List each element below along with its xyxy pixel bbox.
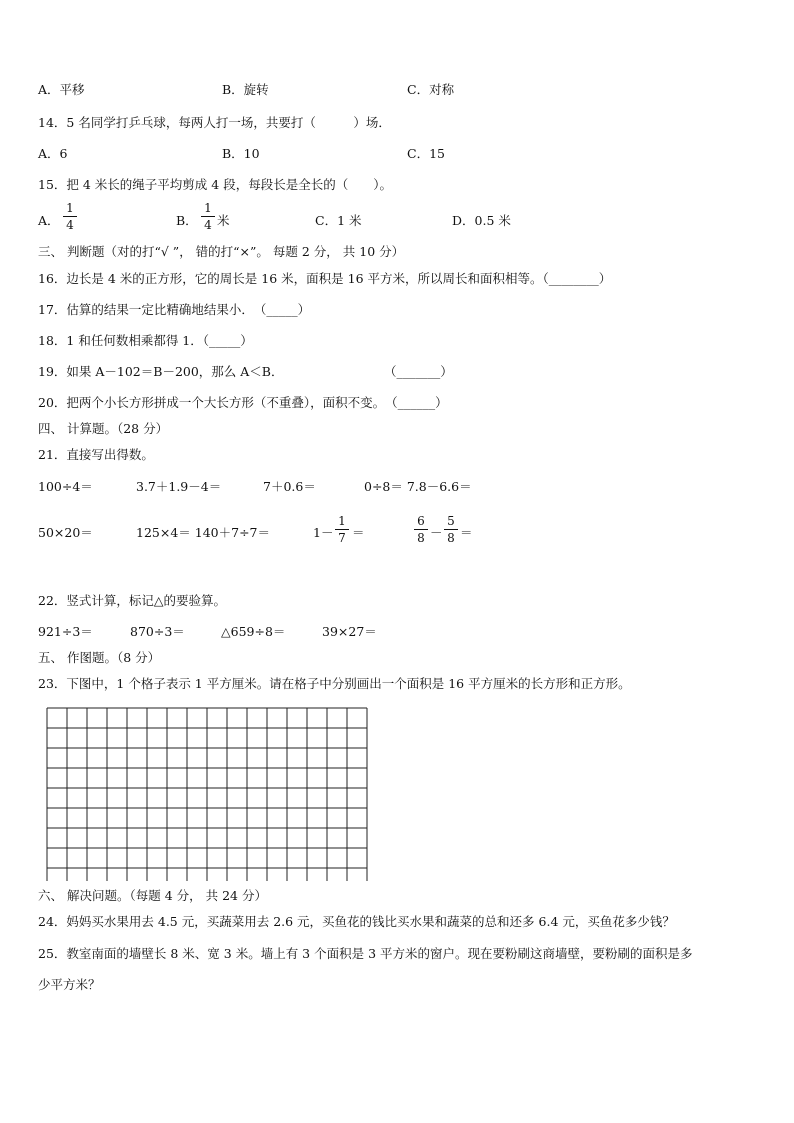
q22-item: 39×27＝ xyxy=(322,624,377,639)
q21-item: 100÷4＝ xyxy=(38,479,93,494)
q15-option-c: C．1 米 xyxy=(315,213,362,228)
q15-option-b-fraction xyxy=(201,202,215,231)
q25-line-2: 少平方米？ xyxy=(38,977,101,992)
q21-item: 50×20＝ xyxy=(38,525,93,540)
fraction-numerator: 1 xyxy=(66,201,74,215)
q13-option-a: A．平移 xyxy=(38,82,85,97)
q25-line-1: 25．教室南面的墙壁长 8 米、宽 3 米。墙上有 3 个面积是 3 平方米的窗户。现在要粉刷这商墙壁，要粉刷的面积是多 xyxy=(38,946,693,961)
fraction-denominator: 8 xyxy=(447,531,455,545)
q14-option-a: A．6 xyxy=(38,146,68,161)
q24: 24．妈妈买水果用去 4.5 元，买蔬菜用去 2.6 元，买鱼花的钱比买水果和蔬菜的总和还多 6.4 元，买鱼花多少钱？ xyxy=(38,914,675,929)
square-grid xyxy=(46,707,370,881)
q21-fraction-six-eighths xyxy=(414,515,428,544)
fraction-numerator: 6 xyxy=(417,514,425,528)
fraction-denominator: 7 xyxy=(338,531,346,545)
fraction-numerator: 1 xyxy=(204,201,212,215)
q21-fraction-five-eighths xyxy=(444,515,458,544)
q22-item: △659÷8＝ xyxy=(221,624,286,639)
q15-option-b-unit: 米 xyxy=(217,213,230,228)
q15-option-d: D．0.5 米 xyxy=(452,213,511,228)
q21-item-equals: ＝ xyxy=(460,525,473,540)
q13-option-c: C．对称 xyxy=(407,82,455,97)
q14-option-c: C．15 xyxy=(407,146,445,161)
q16: 16．边长是 4 米的正方形，它的周长是 16 米，面积是 16 平方米，所以周长和面积相等。（________） xyxy=(38,271,612,286)
fraction-denominator: 8 xyxy=(417,531,425,545)
fraction-bar xyxy=(201,216,215,217)
q17: 17．估算的结果一定比精确地结果小． （_____） xyxy=(38,302,311,317)
section-6-heading: 六、 解决问题。（每题 4 分， 共 24 分） xyxy=(38,888,267,903)
q21-fraction-one-seventh xyxy=(335,515,349,544)
section-3-heading: 三、 判断题（对的打“√ ”， 错的打“×”。 每题 2 分， 共 10 分） xyxy=(38,244,405,259)
q13-option-b: B．旋转 xyxy=(222,82,269,97)
q15-option-a-prefix: A． xyxy=(38,213,60,228)
q21-stem: 21．直接写出得数。 xyxy=(38,447,154,462)
q21-minus-sign: － xyxy=(430,525,443,540)
q22-item: 870÷3＝ xyxy=(130,624,185,639)
q19-stem: 19．如果 A－102＝B－200，那么 A＜B． xyxy=(38,364,284,379)
section-5-heading: 五、 作图题。（8 分） xyxy=(38,650,161,665)
q19-blank: （_______） xyxy=(384,364,453,379)
q15-stem: 15．把 4 米长的绳子平均剪成 4 段，每段长是全长的（ ）。 xyxy=(38,177,392,192)
q15-option-a-fraction xyxy=(63,202,77,231)
fraction-bar xyxy=(444,529,458,530)
q18: 18．1 和任何数相乘都得 1．（_____） xyxy=(38,333,253,348)
q21-item: 7＋0.6＝ xyxy=(263,479,316,494)
fraction-numerator: 1 xyxy=(338,514,346,528)
q23-stem: 23．下图中，1 个格子表示 1 平方厘米。请在格子中分别画出一个面积是 16 平方厘米的长方形和正方形。 xyxy=(38,676,631,691)
section-4-heading: 四、 计算题。（28 分） xyxy=(38,421,169,436)
q21-item-fraction-prefix: 1－ xyxy=(313,525,334,540)
q22-stem: 22．竖式计算，标记△的要验算。 xyxy=(38,593,227,608)
fraction-bar xyxy=(63,216,77,217)
q21-item: 3.7＋1.9－4＝ xyxy=(136,479,222,494)
q14-stem: 14．5 名同学打乒乓球，每两人打一场，共要打（ ）场． xyxy=(38,115,391,130)
fraction-denominator: 4 xyxy=(66,218,74,232)
q15-option-b-prefix: B． xyxy=(176,213,198,228)
q21-item: 125×4＝ 140＋7÷7＝ xyxy=(136,525,270,540)
fraction-bar xyxy=(335,529,349,530)
q21-item-equals: ＝ xyxy=(352,525,365,540)
q21-item: 0÷8＝ 7.8－6.6＝ xyxy=(364,479,472,494)
fraction-numerator: 5 xyxy=(447,514,455,528)
fraction-denominator: 4 xyxy=(204,218,212,232)
q14-option-b: B．10 xyxy=(222,146,260,161)
fraction-bar xyxy=(414,529,428,530)
q20: 20．把两个小长方形拼成一个大长方形（不重叠），面积不变。 （______） xyxy=(38,395,448,410)
q22-item: 921÷3＝ xyxy=(38,624,93,639)
